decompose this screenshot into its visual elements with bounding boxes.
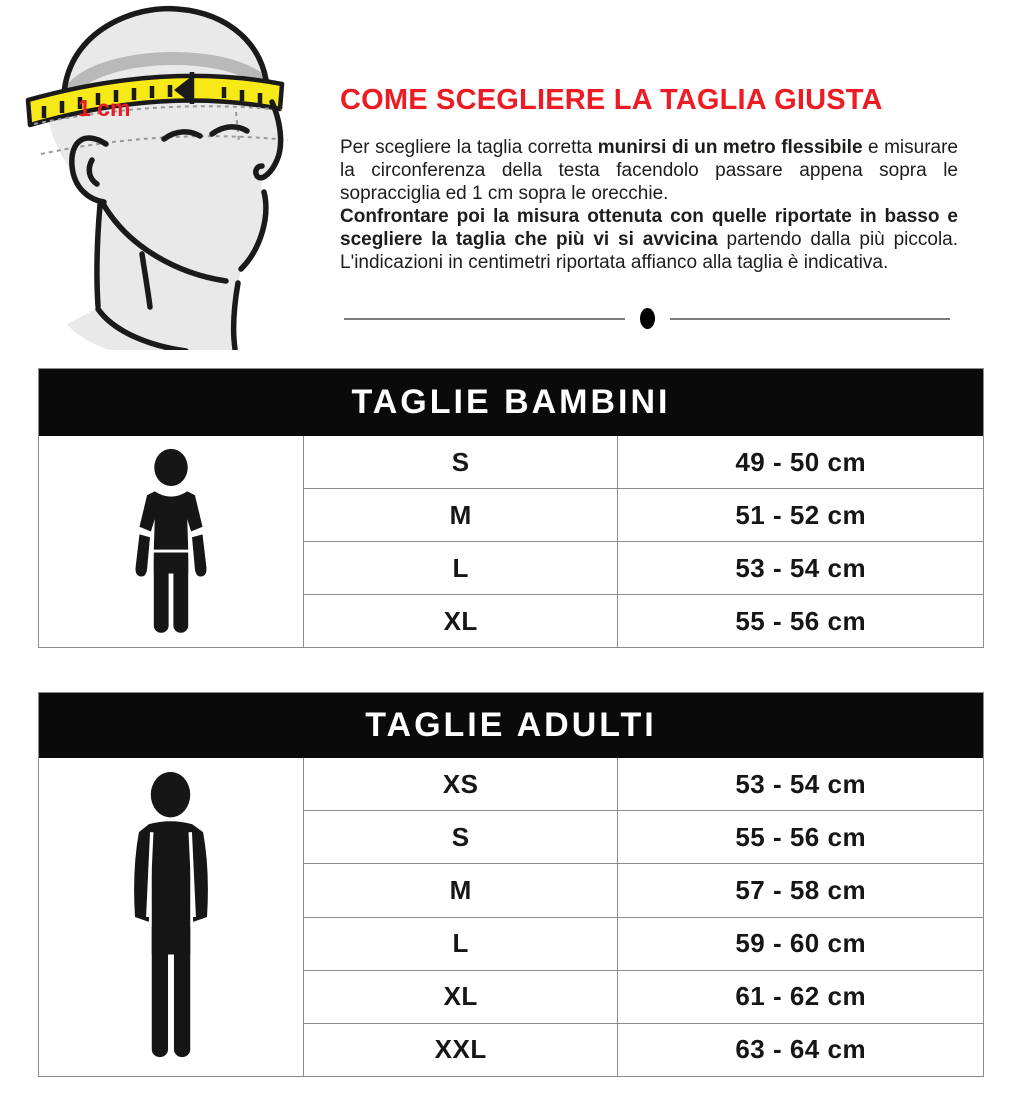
kids-table-title: TAGLIE BAMBINI [351, 383, 671, 421]
size-range: 55 - 56 cm [735, 821, 867, 852]
kids-size-table [38, 368, 984, 648]
table-row [304, 436, 983, 488]
table-row [304, 758, 983, 810]
size-label: M [304, 489, 618, 541]
kids-table-header [39, 369, 983, 436]
one-cm-label: 1 cm [78, 95, 131, 121]
section-divider [344, 308, 950, 329]
size-label: XL [304, 595, 618, 647]
adults-icon-cell [39, 758, 304, 1076]
man-icon [119, 769, 223, 1065]
size-range: 53 - 54 cm [735, 552, 867, 583]
table-row [304, 541, 983, 594]
size-range: 51 - 52 cm [735, 499, 867, 530]
table-row [304, 488, 983, 541]
intro-p2-bold: Confrontare poi la misura ottenuta con quelle riportate in basso e scegliere la taglia che più vi si avvicina [340, 206, 958, 250]
divider-line-left [344, 318, 625, 320]
adults-table-header [39, 693, 983, 758]
intro-paragraph-1 [340, 136, 958, 205]
size-range: 63 - 64 cm [735, 1034, 867, 1065]
size-label: S [304, 436, 618, 488]
table-row [304, 810, 983, 863]
kids-table-body [39, 436, 983, 647]
size-range: 49 - 50 cm [735, 446, 867, 477]
page-title: COME SCEGLIERE LA TAGLIA GIUSTA [340, 84, 883, 116]
child-icon [128, 446, 214, 638]
adults-size-table [38, 692, 984, 1077]
adults-table-title: TAGLIE ADULTI [365, 706, 657, 744]
size-label: S [304, 811, 618, 863]
kids-rows [304, 436, 983, 647]
table-row [304, 917, 983, 970]
size-range: 55 - 56 cm [735, 605, 867, 636]
size-label: M [304, 864, 618, 916]
intro-p1-text: Per scegliere la taglia corretta [340, 137, 598, 158]
size-range: 61 - 62 cm [735, 981, 867, 1012]
intro-p1-bold: munirsi di un metro flessibile [597, 137, 863, 158]
head-measurement-illustration [14, 2, 330, 350]
divider-dot-icon [640, 308, 655, 329]
divider-line-right [670, 318, 951, 320]
table-row [304, 970, 983, 1023]
table-row [304, 863, 983, 916]
size-label: XS [304, 758, 618, 810]
intro-section [340, 84, 958, 329]
size-label: L [304, 918, 618, 970]
size-range: 57 - 58 cm [735, 874, 867, 905]
size-range: 59 - 60 cm [735, 928, 867, 959]
intro-p2-text: partendo dalla più piccola. L'indicazioni in centimetri riportata affianco alla taglia è indicativa. [340, 229, 959, 273]
size-label: L [304, 542, 618, 594]
size-range: 53 - 54 cm [735, 768, 867, 799]
intro-p1-text-2: e misurare la circonferenza della testa facendolo passare appena sopra le sopracciglia ed 1 cm sopra le orecchie. [340, 137, 958, 204]
adults-rows [304, 758, 983, 1076]
table-row [304, 1023, 983, 1076]
table-row [304, 594, 983, 647]
kids-icon-cell [39, 436, 304, 647]
adults-table-body [39, 758, 983, 1076]
head-with-tape-illustration [14, 2, 330, 350]
intro-paragraph-2 [340, 205, 958, 274]
size-label: XXL [304, 1024, 618, 1076]
size-label: XL [304, 971, 618, 1023]
